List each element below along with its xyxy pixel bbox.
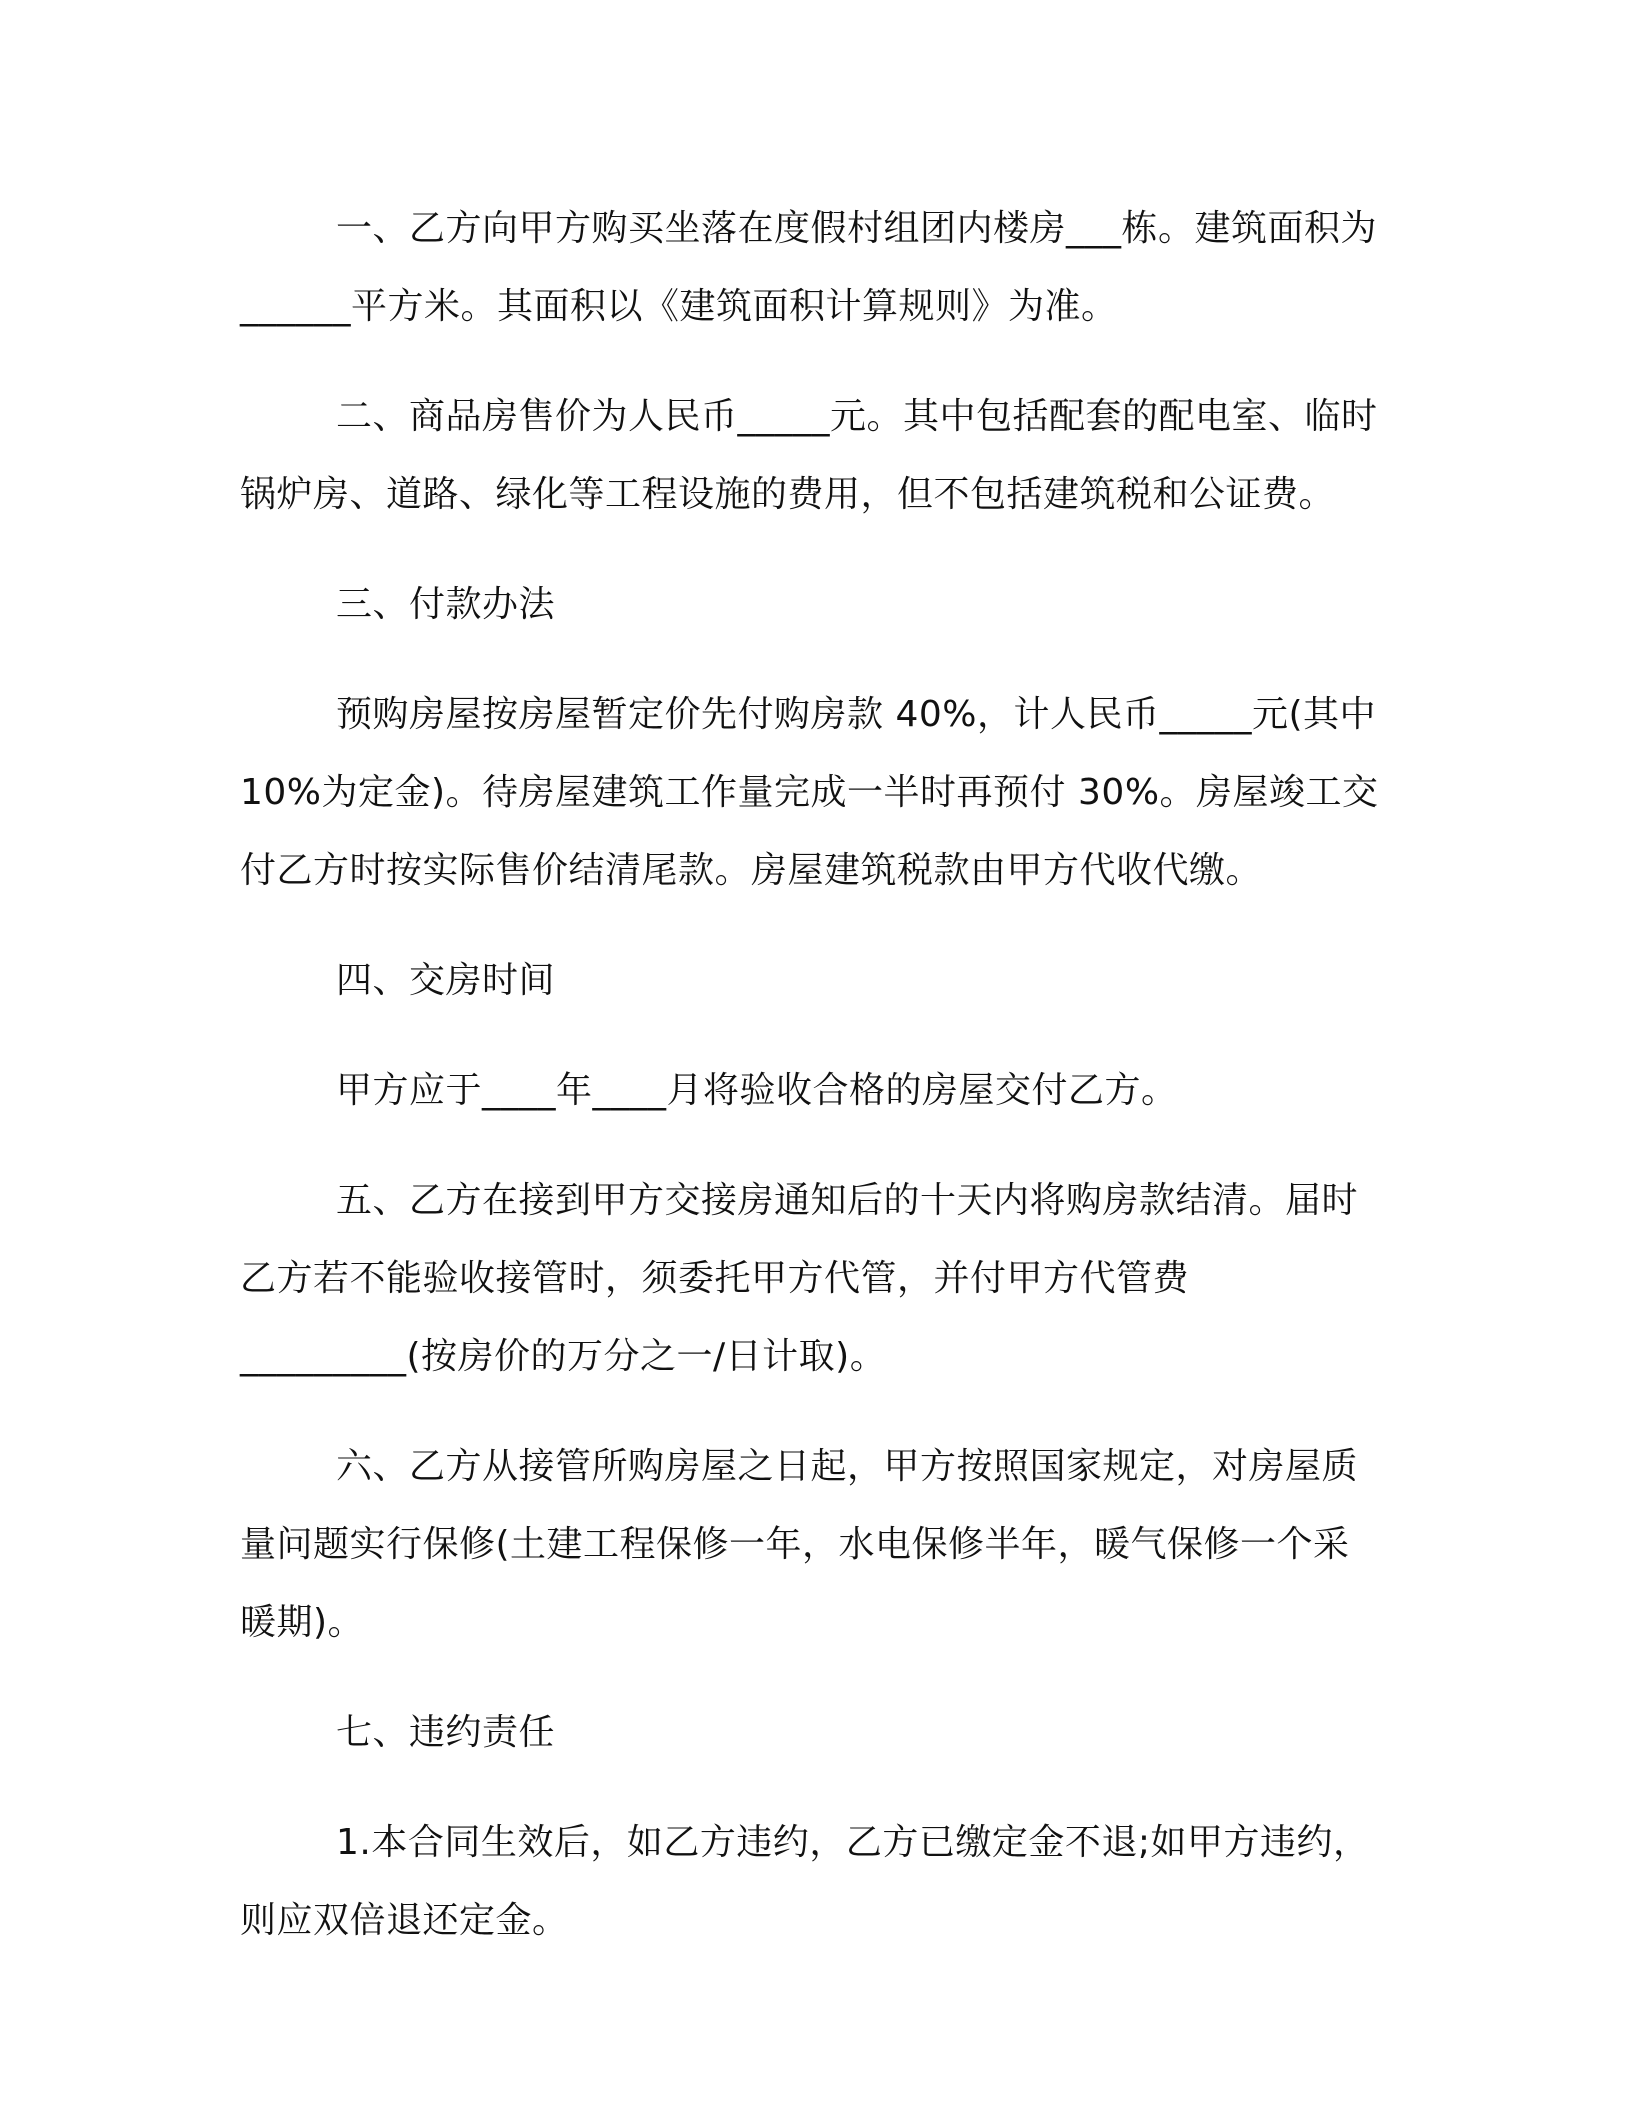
heading-delivery-time: 四、交房时间: [336, 960, 556, 1001]
clause-2-price: 二、商品房售价为人民币_____元。其中包括配套的配电室、临时锅炉房、道路、绿化等工程设施的费用，但不包括建筑税和公证费。: [240, 396, 1378, 515]
heading-breach: 七、违约责任: [336, 1712, 556, 1753]
payment-terms: 预购房屋按房屋暂定价先付购房款 40%，计人民币_____元(其中 10%为定金)。待房屋建筑工作量完成一半时再预付 30%。房屋竣工交付乙方时按实际售价结清尾款。房屋建筑税款由甲方代收代缴。: [240, 694, 1379, 891]
document-body: [240, 190, 1384, 1960]
breach-clause-1: 1.本合同生效后，如乙方违约，乙方已缴定金不退;如甲方违约，则应双倍退还定金。: [240, 1822, 1370, 1941]
clause-6-warranty: 六、乙方从接管所购房屋之日起，甲方按照国家规定，对房屋质量问题实行保修(土建工程保修一年，水电保修半年，暖气保修一个采暖期)。: [240, 1446, 1359, 1643]
clause-5-settlement: 五、乙方在接到甲方交接房通知后的十天内将购房款结清。届时乙方若不能验收接管时，须委托甲方代管，并付甲方代管费: [240, 1180, 1359, 1299]
heading-payment: 三、付款办法: [336, 584, 556, 625]
delivery-terms: 甲方应于____年____月将验收合格的房屋交付乙方。: [336, 1070, 1178, 1111]
clause-1-purchase: 一、乙方向甲方购买坐落在度假村组团内楼房___栋。建筑面积为______平方米。其面积以《建筑面积计算规则》为准。: [240, 208, 1378, 327]
clause-5-fee: _________(按房价的万分之一/日计取)。: [240, 1336, 887, 1377]
